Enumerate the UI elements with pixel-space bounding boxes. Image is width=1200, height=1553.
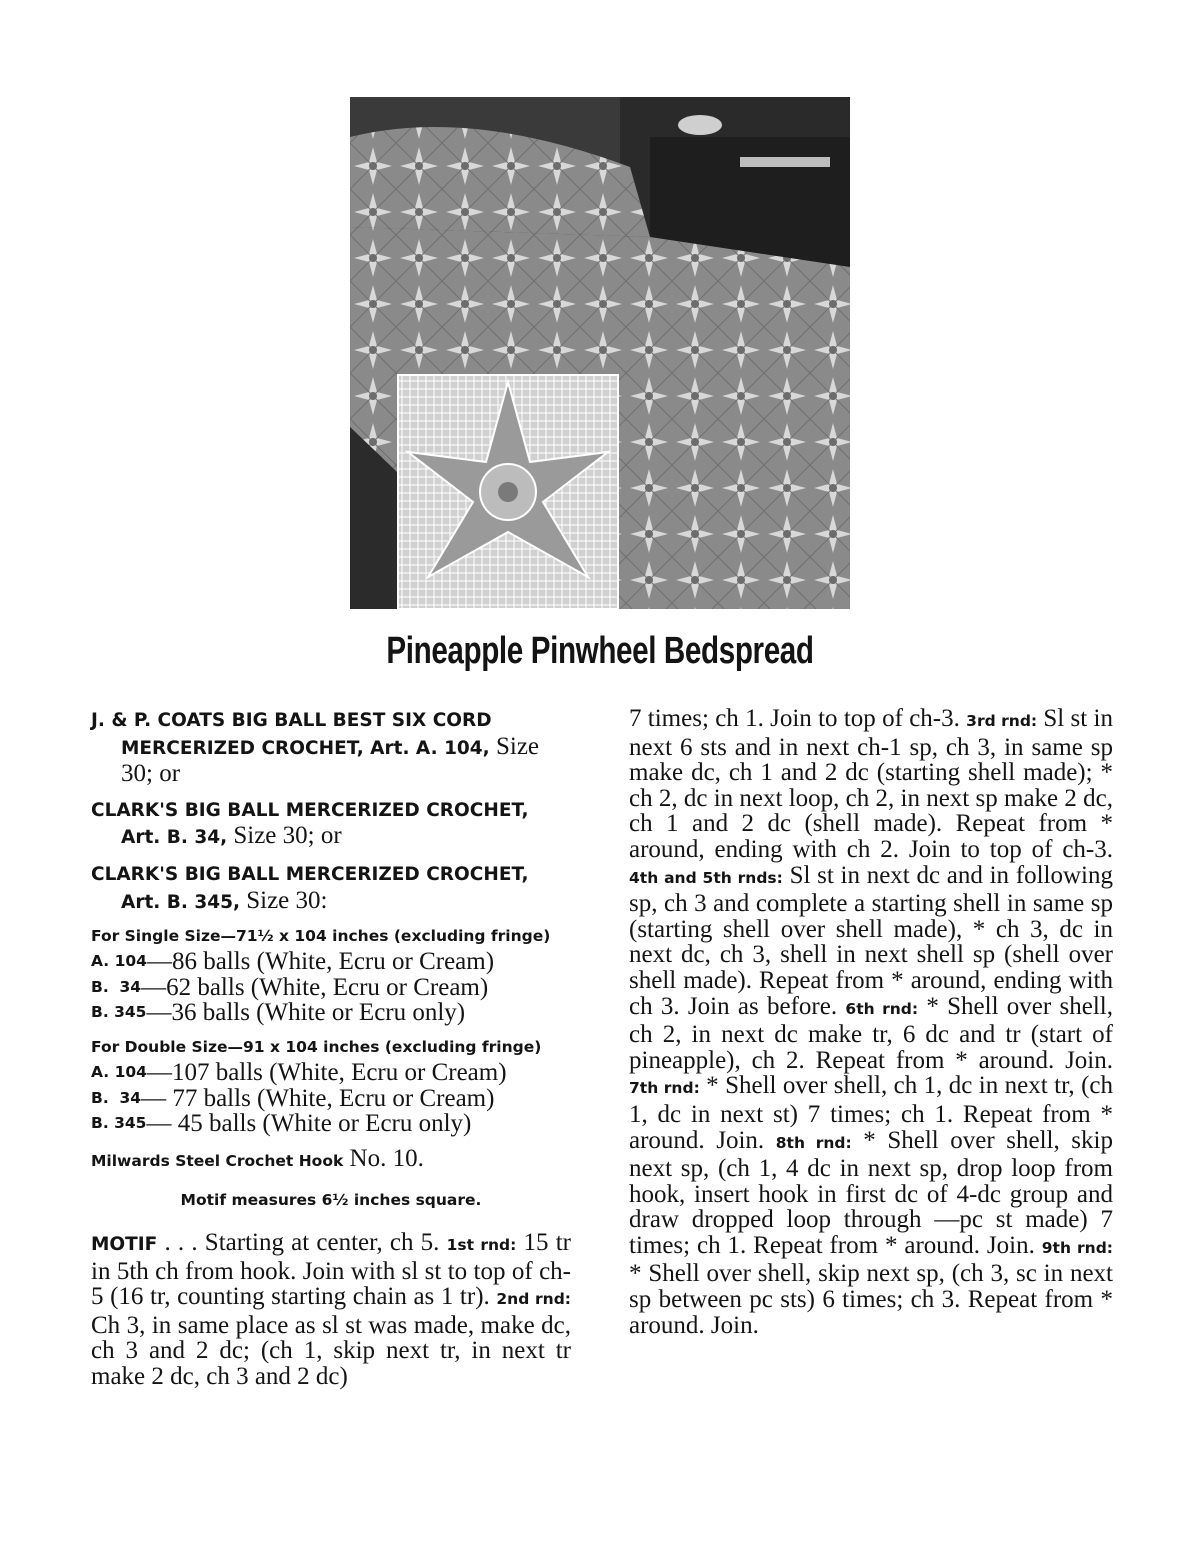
art-number: B. 34 [91,977,142,996]
ball-count: — 45 balls (White or Ecru only) [146,1110,472,1138]
art-number: B. 345 [91,1003,147,1022]
quantity-row [91,975,571,1001]
ball-count: — 77 balls (White, Ecru or Cream) [141,1084,495,1112]
double-size-section [91,1035,571,1137]
instruction-text: . . . Starting at center, ch 5. [157,1228,447,1256]
round-label: 1st rnd: [446,1235,517,1254]
instructions-column [629,706,1113,1338]
round-label: 3rd rnd: [966,712,1038,730]
thread-name: CLARK'S BIG BALL MERCERIZED CROCHET, Art. B. 345, [91,863,529,913]
bedspread-photo [350,97,850,609]
thread-size: Size 30; or [227,822,342,850]
round-label: 6th rnd: [845,999,919,1018]
hook-spec [91,1146,571,1175]
instruction-text: * Shell over shell, skip next sp, (ch 3, sc in next sp between pc sts) 6 times; ch 3. Repeat from * around. Join. [629,1260,1113,1339]
instruction-text: * Shell over shell, skip next sp, (ch 1, 4 dc in next sp, drop loop from hook, insert hook in first dc of 4-dc group and draw dropped loop through —pc st made) 7 times; ch 1. Repeat from * around. Join. [629,1126,1113,1259]
instruction-text: Sl st in next dc and in following sp, ch 3 and complete a starting shell in same sp (starting shell over shell made), * ch 3, dc in next dc, ch 3, shell in next shell sp (shell over shell made). Repeat from * around, ending with ch 3. Join as before. [629,861,1113,1020]
thread-name: CLARK'S BIG BALL MERCERIZED CROCHET, Art. B. 34, [91,799,529,849]
round-label: 7th rnd: [629,1079,700,1098]
art-number: B. 345 [91,1114,147,1133]
instruction-text: Sl st in next 6 sts and in next ch-1 sp, ch 3, in same sp make dc, ch 1 and 2 dc (starting shell made); * ch 2, dc in next loop, ch 2, in next sp make 2 dc, ch 1 and 2 dc (shell made). Repeat from * around, ending with ch 2. Join to top of ch-3. [629,705,1113,863]
thread-spec-1 [91,706,571,787]
ball-count: —62 balls (White, Ecru or Cream) [141,973,489,1001]
round-label: 8th rnd: [775,1133,852,1152]
single-size-section [91,924,571,1026]
round-label: 4th and 5th rnds: [629,868,783,887]
art-number: A. 104 [91,1062,147,1081]
thread-size: Size 30; or [121,732,540,788]
thread-spec-3 [91,860,571,915]
ball-count: —107 balls (White, Ecru or Cream) [146,1058,507,1086]
motif-label: MOTIF [91,1233,158,1255]
quantity-row [91,949,571,975]
quantity-row [91,1000,571,1026]
page-title: Pineapple Pinwheel Bedspread [386,630,814,672]
art-number: A. 104 [91,952,147,971]
gauge-note: Motif measures 6½ inches square. [180,1191,482,1210]
motif-instructions [91,1230,571,1390]
ball-count: —36 balls (White or Ecru only) [146,999,466,1027]
art-number: B. 34 [91,1088,142,1107]
thread-name: J. & P. COATS BIG BALL BEST SIX CORD MERCERIZED CROCHET, Art. A. 104, [91,710,492,759]
instruction-text: Ch 3, in same place as sl st was made, make dc, ch 3 and 2 dc; (ch 1, skip next tr, in next tr make 2 dc, ch 3 and 2 dc) [91,1311,571,1390]
instruction-text: 7 times; ch 1. Join to top of ch-3. [629,705,967,732]
quantity-row [91,1111,571,1137]
ball-count: —86 balls (White, Ecru or Cream) [146,948,495,976]
round-label: 9th rnd: [1041,1238,1113,1257]
round-label: 2nd rnd: [496,1290,571,1309]
quantity-row [91,1086,571,1112]
double-size-heading: For Double Size—91 x 104 inches (excluding fringe) [91,1037,542,1056]
thread-size: Size 30: [239,886,328,914]
hook-size: No. 10. [343,1144,424,1172]
instruction-text: * Shell over shell, ch 2, in next dc make tr, 6 dc and tr (start of pineapple), ch 2. Repeat from * around. Join. [629,992,1113,1074]
hook-name: Milwards Steel Crochet Hook [91,1151,344,1170]
quantity-row [91,1060,571,1086]
instruction-text: 15 tr in 5th ch from hook. Join with sl st to top of ch-5 (16 tr, counting starting chain as 1 tr). [91,1228,571,1311]
single-size-heading: For Single Size—71½ x 104 inches (excluding fringe) [91,927,551,946]
thread-spec-2 [91,796,571,851]
materials-column [91,706,571,1389]
bedspread-photo-icon [350,97,850,609]
instruction-text: * Shell over shell, ch 1, dc in next tr, (ch 1, dc in next st) 7 times; ch 1. Repeat from * around. Join. [629,1072,1113,1154]
